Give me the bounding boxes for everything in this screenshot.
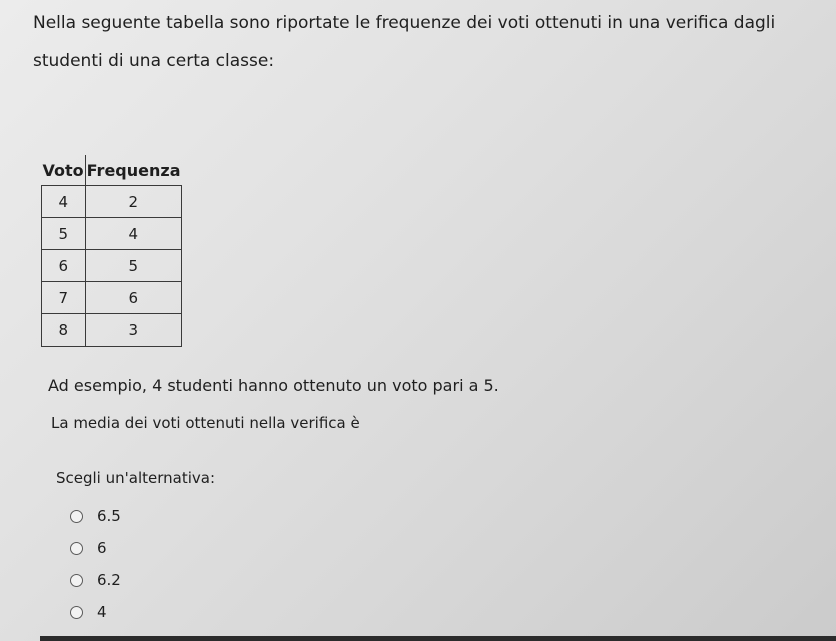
cell-frequenza: 4 xyxy=(85,218,181,250)
cell-voto: 5 xyxy=(42,218,86,250)
radio-button[interactable] xyxy=(70,574,83,587)
answer-options xyxy=(70,500,121,628)
answer-option[interactable] xyxy=(70,564,121,596)
table-row xyxy=(42,250,182,282)
frequency-table xyxy=(41,155,182,347)
answer-option[interactable] xyxy=(70,532,121,564)
table-header-row xyxy=(42,155,182,186)
cell-frequenza: 5 xyxy=(85,250,181,282)
question-intro: Nella seguente tabella sono riportate le frequenze dei voti ottenuti in una verifica dagli studenti di una certa classe: xyxy=(33,13,776,71)
header-frequenza: Frequenza xyxy=(85,155,181,186)
answer-option[interactable] xyxy=(70,596,121,628)
table-row xyxy=(42,218,182,250)
table-row xyxy=(42,282,182,314)
cell-voto: 6 xyxy=(42,250,86,282)
table-row xyxy=(42,314,182,347)
answer-option[interactable] xyxy=(70,500,121,532)
cell-voto: 7 xyxy=(42,282,86,314)
question-prompt: La media dei voti ottenuti nella verifica è xyxy=(51,414,360,432)
radio-button[interactable] xyxy=(70,542,83,555)
choose-label: Scegli un'alternativa: xyxy=(56,469,216,487)
header-voto: Voto xyxy=(42,155,86,186)
radio-button[interactable] xyxy=(70,606,83,619)
cell-frequenza: 3 xyxy=(85,314,181,347)
radio-button[interactable] xyxy=(70,510,83,523)
example-text: Ad esempio, 4 studenti hanno ottenuto un voto pari a 5. xyxy=(48,376,499,395)
cell-frequenza: 6 xyxy=(85,282,181,314)
table-row xyxy=(42,186,182,218)
answer-option-label: 6 xyxy=(97,539,107,557)
cell-voto: 4 xyxy=(42,186,86,218)
answer-option-label: 6.5 xyxy=(97,507,121,525)
cell-voto: 8 xyxy=(42,314,86,347)
screen-bottom-edge xyxy=(40,636,836,641)
cell-frequenza: 2 xyxy=(85,186,181,218)
answer-option-label: 4 xyxy=(97,603,107,621)
answer-option-label: 6.2 xyxy=(97,571,121,589)
